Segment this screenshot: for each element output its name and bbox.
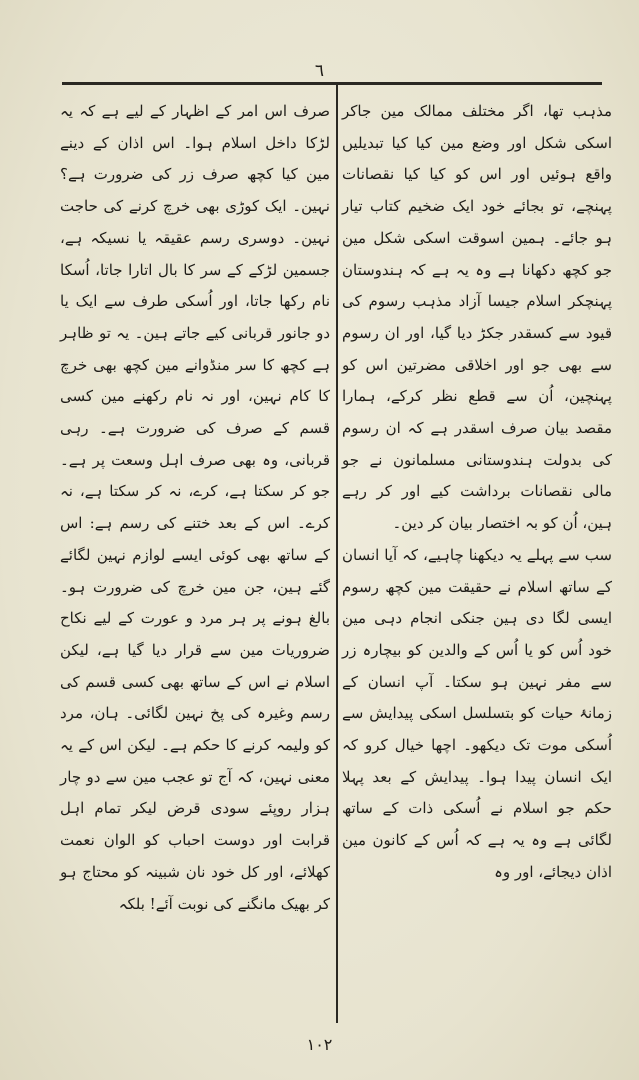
- left-column-paragraph: صرف اس امر کے اظہار کے لیے ہے کہ یہ لڑکا داخل اسلام ہوا۔ اس اذان کے دینے مین کیا کچھ صرف زر کی ضرورت ہے؟ نہین۔ ایک کوڑی بھی خرچ کرنے کی حاجت نہین۔ دوسری رسم عقیقہ یا نسیکہ ہے، جسمین لڑکے کے سر کا بال اتارا جاتا، اُسکا نام رکھا جاتا، اور اُسکی طرف سے ایک یا دو جانور قربانی کیے جاتے ہین۔ یہ تو ظاہر ہے کچھ کا سر منڈوانے مین کچھ بھی خرچ کا کام نہین، اور نہ نام رکھنے مین کسی قسم کے صرف کی ضرورت ہے۔ رہی قربانی، وہ بھی صرف اہل وسعت پر ہے۔ جو کر سکتا ہے، کرے، نہ کر سکتا ہے، نہ کرے۔ اس کے بعد ختنے کی رسم ہے: اس کے ساتھ بھی کوئی ایسے لوازم نہین لگائے گئے ہین، جن مین خرچ کی ضرورت ہو۔ بالغ ہونے پر ہر مرد و عورت کے لیے نکاح ضروریات مین سے قرار دیا گیا ہے، لیکن اسلام نے اس کے ساتھ بھی کسی قسم کی رسم وغیرہ کی پخ نہین لگائی۔ ہان، مرد کو ولیمہ کرنے کا حکم ہے۔ لیکن اس کے یہ معنی نہین، کہ آج تو عجب مین سے دو چار ہزار روپئے سودی قرض لیکر تمام اہل قرابت اور دوست احباب کو الوان نعمت کھلائے، اور کل خود نان شبینہ کو محتاج ہو کر بھیک مانگنے کی نوبت آئے! بلکہ: [60, 102, 330, 913]
- right-column-paragraph-1: مذہب تھا، اگر مختلف ممالک مین جاکر اسکی شکل اور وضع مین کیا کیا تبدیلیں واقع ہوئیں اور اس کو کیا کیا نقصانات پہنچے، تو بجائے خود ایک ضخیم کتاب تیار ہو جائے۔ ہمین اسوقت اسکی شکل مین جو کچھ دکھانا ہے وہ یہ ہے کہ ہندوستان پہنچکر اسلام جیسا آزاد مذہب رسوم کی قیود سے کسقدر جکڑ دیا گیا، اور ان رسوم سے بھی جو اور اخلاقی مضرتین اس کو پہنچین، اُن سے قطع نظر کرکے، ہمارا مقصد بیان صرف اسقدر ہے کہ ان رسوم کی بدولت ہندوستانی مسلمانون نے جو مالی نقصانات برداشت کیے اور کر رہے ہین، اُن کو بہ اختصار بیان کر دین۔: [342, 102, 612, 533]
- left-column: [60, 96, 330, 920]
- right-column: [342, 96, 612, 889]
- footer-page-number: ١٠٢: [306, 1035, 333, 1054]
- column-divider: [336, 83, 338, 1023]
- right-column-paragraph-2: سب سے پہلے یہ دیکھنا چاہیے، کہ آیا انسان کے ساتھ اسلام نے حقیقت مین کچھ رسوم ایسی لگا دی ہین جنکی انجام دہی مین خود اُس کو یا اُس کے والدین کو بیچارہ زر سے مفر نہین ہو سکتا۔ آپ انسان کے زمانۂ حیات کو بتسلسل اسکی پیدایش سے اُسکی موت تک دیکھو۔ اچھا خیال کرو کہ ایک انسان پیدا ہوا۔ پیدایش کے بعد پہلا حکم جو اسلام نے اُسکی ذات کے ساتھ لگائی ہے وہ یہ ہے کہ اُس کے کانون مین اذان دیجائے، اور وہ: [342, 545, 612, 881]
- page-number: ٦: [314, 61, 325, 81]
- top-rule: [62, 82, 602, 85]
